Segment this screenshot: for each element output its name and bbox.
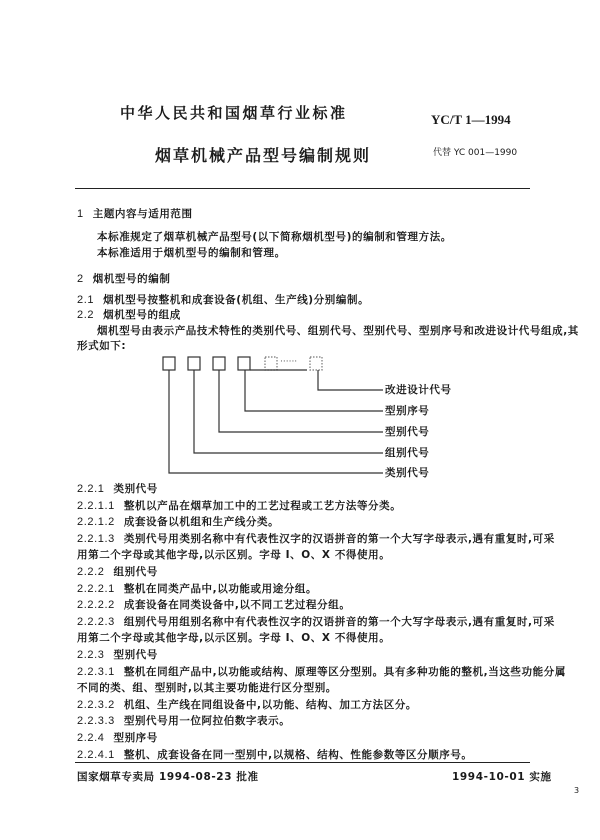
clause-line (77, 698, 417, 712)
diagram-label: 类别代号 (385, 467, 430, 479)
clause-text: 类别代号 (113, 483, 158, 495)
clause-number: 2.2.4 (77, 732, 105, 744)
clause-line (77, 748, 473, 762)
clause-line (77, 665, 566, 679)
clause-text: 整机以产品在烟草加工中的工艺过程或工艺方法等分类。 (123, 499, 402, 512)
issuing-organization: 中华人民共和国烟草行业标准 (120, 104, 348, 122)
clause-text: 组别代号用组别名称中有代表性汉字的汉语拼音的第一个大写字母表示,遇有重复时,可采 (123, 615, 555, 628)
clause-number: 2.2.1.2 (77, 516, 115, 529)
clause-line (77, 598, 350, 612)
clause-number: 2.2.3.1 (77, 665, 115, 678)
clause-number: 2.2.1.1 (77, 499, 115, 512)
clause-number: 2.2.2 (77, 566, 105, 578)
standard-code: YC/T 1—1994 (431, 112, 511, 127)
clause-line (77, 631, 390, 645)
paragraph: 形式如下: (77, 340, 127, 352)
diagram-label: 组别代号 (385, 447, 430, 459)
approval-note: 国家烟草专卖局 1994-08-23 批准 (77, 771, 259, 783)
clause-number: 2.2.2.1 (77, 582, 115, 595)
clause-text: 整机在同类产品中,以功能或用途分组。 (123, 582, 318, 595)
clause-line (77, 482, 158, 496)
clause-number: 2.2.2.2 (77, 599, 115, 612)
clause-line (77, 499, 401, 513)
section-1-heading: 1 主题内容与适用范围 (77, 208, 193, 220)
paragraph: 本标准规定了烟草机械产品型号(以下简称烟机型号)的编制和管理方法。 (97, 231, 452, 243)
clause-line (77, 565, 158, 579)
clause-text: 型别代号用一位阿拉伯数字表示。 (123, 715, 291, 728)
page-number: 3 (574, 786, 580, 795)
clause-text: 型别代号 (113, 649, 158, 661)
improvement-code-box (265, 357, 277, 370)
clause-text: 用第二个字母或其他字母,以示区别。字母 I、O、X 不得使用。 (77, 549, 391, 562)
diagram-label: 型别代号 (385, 426, 430, 438)
clause-line (77, 731, 158, 745)
type-serial-box (238, 357, 250, 370)
clause-line (77, 681, 337, 695)
clause-number: 2.2.4.1 (77, 748, 115, 761)
document-title: 烟草机械产品型号编制规则 (155, 146, 372, 165)
diagram-label: 改进设计代号 (385, 384, 452, 396)
clause-line (77, 582, 317, 596)
clause-2-1: 2.1 烟机型号按整机和成套设备(机组、生产线)分别编制。 (77, 294, 370, 306)
clause-number: 2.2.3.3 (77, 715, 115, 728)
clause-text: 整机在同组产品中,以功能或结构、原理等区分型别。具有多种功能的整机,当这些功能分属 (123, 665, 566, 678)
clause-text: 组别代号 (113, 566, 158, 578)
clause-number: 2.2.1.3 (77, 532, 115, 545)
clause-text: 成套设备在同类设备中,以不同工艺过程分组。 (123, 599, 351, 612)
type-code-box (213, 357, 225, 370)
clause-text: 机组、生产线在同组设备中,以功能、结构、加工方法区分。 (123, 698, 418, 711)
clause-line (77, 532, 555, 546)
paragraph: 烟机型号由表示产品技术特性的类别代号、组别代号、型别代号、型别序号和改进设计代号组成,其 (97, 325, 579, 337)
clause-line (77, 515, 279, 529)
clause-text: 用第二个字母或其他字母,以示区别。字母 I、O、X 不得使用。 (77, 632, 391, 645)
clause-number: 2.2.3 (77, 649, 105, 661)
clause-text: 不同的类、组、型别时,以其主要功能进行区分型别。 (77, 682, 337, 695)
paragraph: 本标准适用于烟机型号的编制和管理。 (97, 247, 286, 259)
clause-line (77, 648, 158, 662)
clause-number: 2.2.1 (77, 483, 105, 495)
clause-text: 类别代号用类别名称中有代表性汉字的汉语拼音的第一个大写字母表示,遇有重复时,可采 (123, 532, 555, 545)
clause-line (77, 615, 555, 629)
diagram-ellipsis: ······ (280, 357, 298, 367)
clause-number: 2.2.3.2 (77, 698, 115, 711)
clause-line (77, 548, 390, 562)
clause-text: 整机、成套设备在同一型别中,以规格、结构、性能参数等区分顺序号。 (123, 748, 473, 761)
clause-text: 成套设备以机组和生产线分类。 (123, 516, 280, 529)
diagram-label: 型别序号 (385, 405, 430, 417)
clause-2-2: 2.2 烟机型号的组成 (77, 309, 181, 321)
category-code-box (163, 357, 175, 370)
footer-divider (75, 762, 530, 763)
improvement-code-box (310, 357, 322, 370)
replaces-note: 代替 YC 001—1990 (433, 148, 518, 158)
clause-text: 型别序号 (113, 732, 158, 744)
clause-line (77, 714, 290, 728)
section-2-heading: 2 烟机型号的编制 (77, 273, 171, 285)
effective-date: 1994-10-01 实施 (452, 771, 552, 783)
clause-number: 2.2.2.3 (77, 615, 115, 628)
group-code-box (188, 357, 200, 370)
